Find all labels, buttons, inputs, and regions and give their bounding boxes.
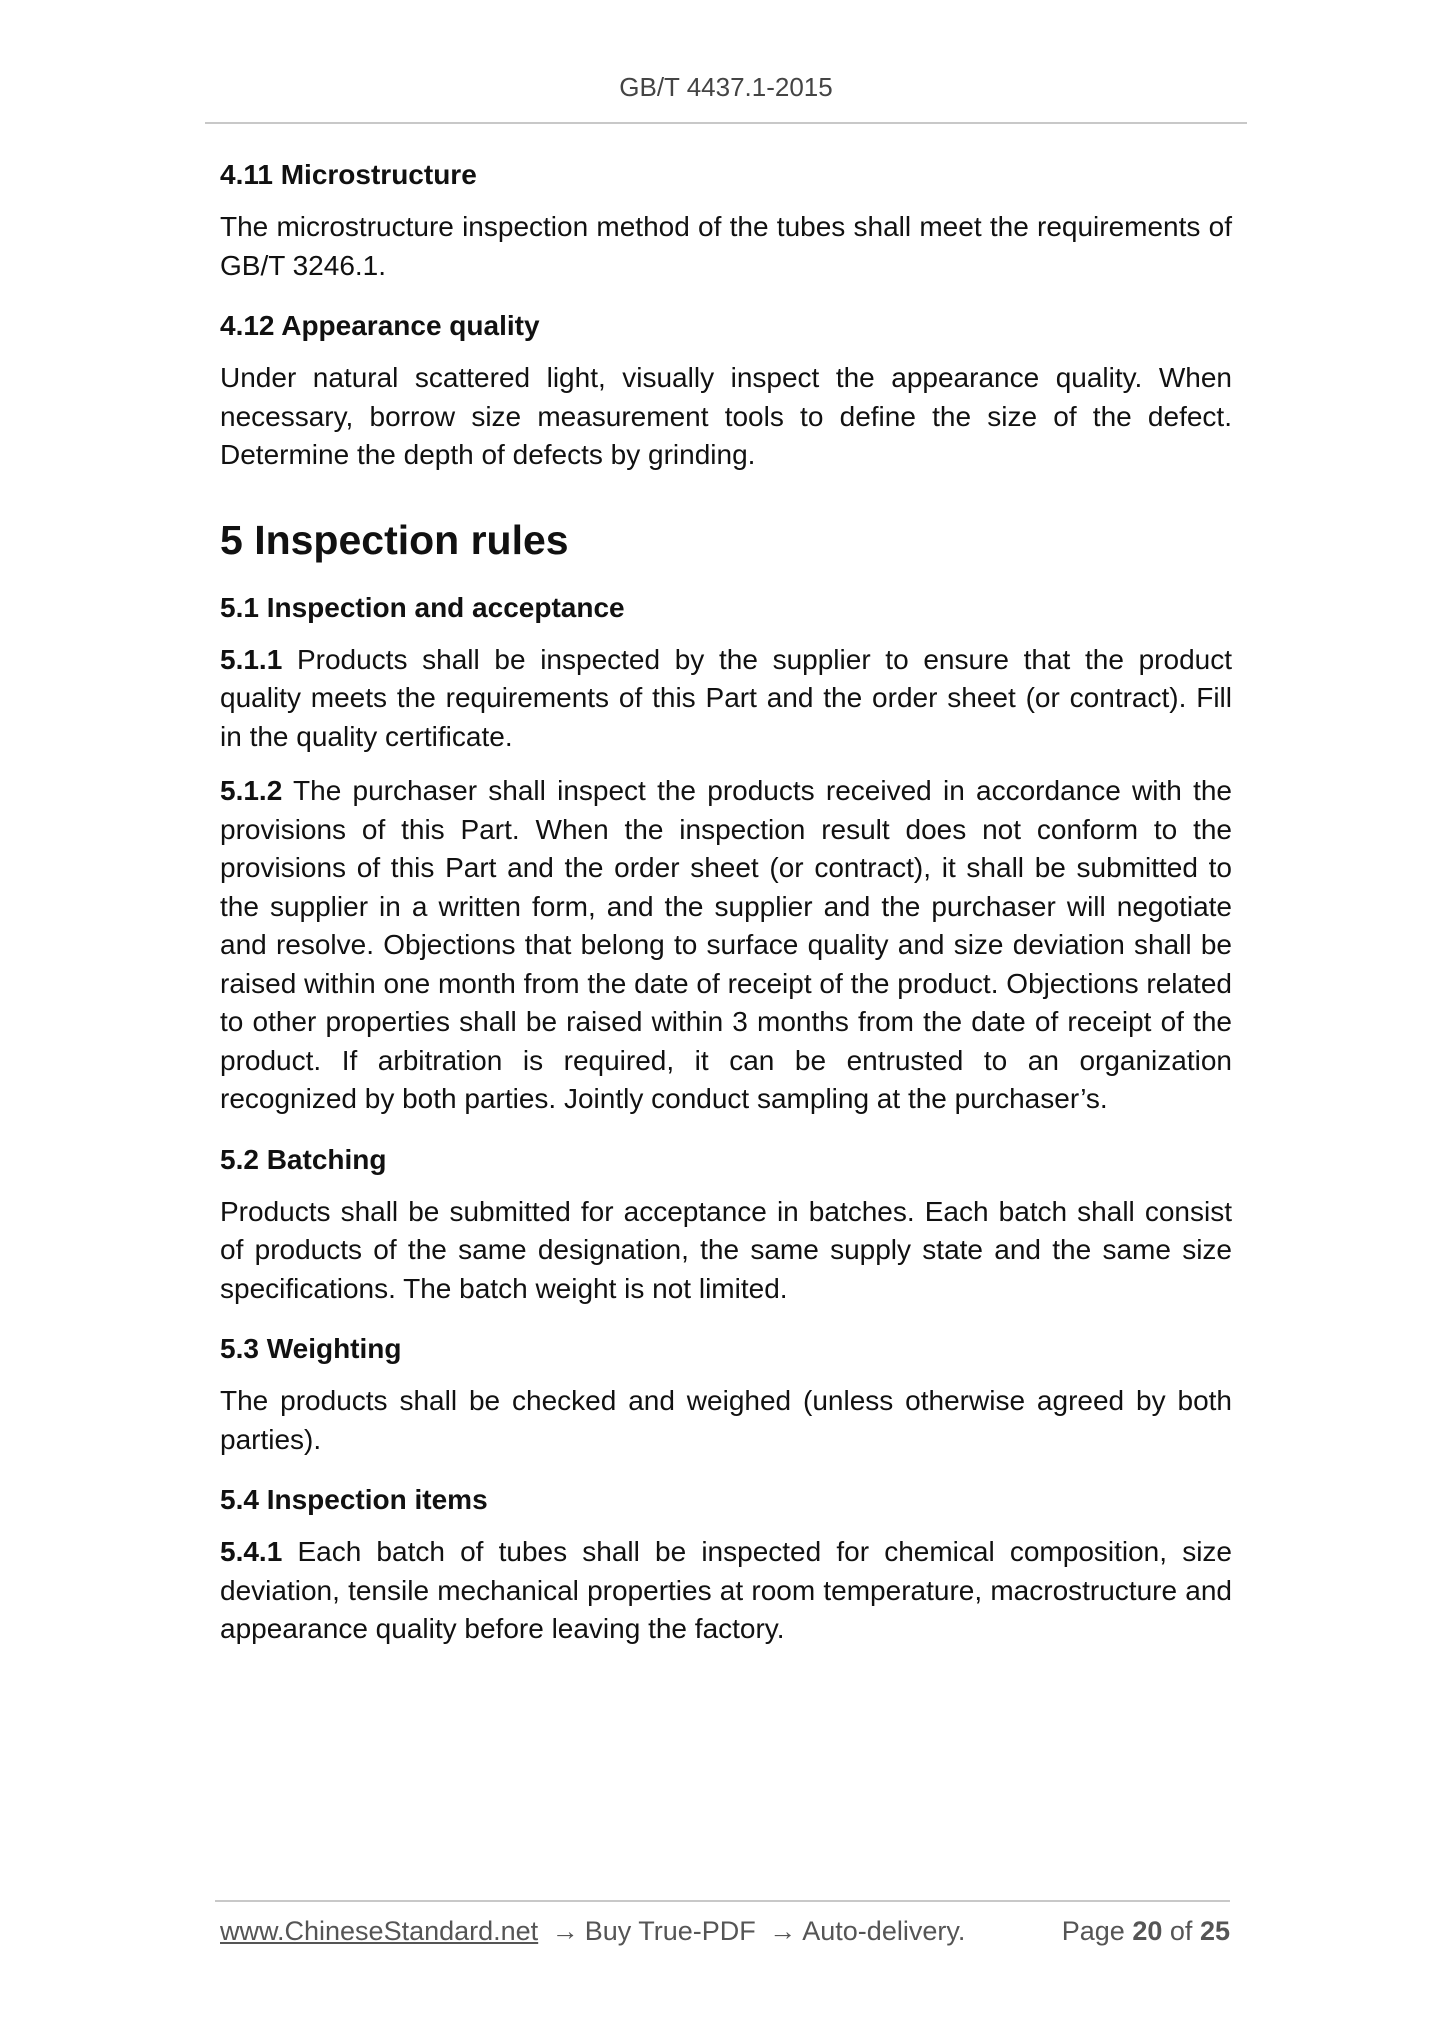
website-link[interactable]: www.ChineseStandard.net [220, 1916, 539, 1946]
clause-text: The purchaser shall inspect the products received in accordance with the provisions of this Part. When the inspection result does not conform to the provisions of this Part and the order sheet (or contract), it shall be submitted to the supplier in a written form, and the supplier and the purchaser will negotiate and resolve. Objections that belong to surface quality and size deviation shall be raised within one month from the date of receipt of the product. Objections related to other properties shall be raised within 3 months from the date of receipt of the product. If arbitration is required, it can be entrusted to an organization recognized by both parties. Jointly conduct sampling at the purchaser’s. [220, 775, 1232, 1114]
page-indicator [1062, 1916, 1230, 1947]
section-4-12-paragraph: Under natural scattered light, visually inspect the appearance quality. When necessary, borrow size measurement tools to define the size of the defect. Determine the depth of defects by grinding. [220, 362, 1232, 470]
section-5-3-paragraph: The products shall be checked and weighed (unless otherwise agreed by both parties). [220, 1385, 1232, 1455]
clause-number: 5.1.2 [220, 775, 283, 806]
page-total: 25 [1199, 1916, 1230, 1946]
clause-number: 5.4.1 [220, 1536, 283, 1567]
section-4-11-paragraph: The microstructure inspection method of the tubes shall meet the requirements of GB/T 3246.1. [220, 211, 1232, 281]
footer-divider [215, 1900, 1230, 1902]
section-4-11-heading: 4.11 Microstructure [220, 159, 477, 190]
document-body [220, 150, 1232, 1649]
document-header [205, 72, 1247, 103]
clause-text: Products shall be inspected by the supplier to ensure that the product quality meets the requirements of this Part and the order sheet (or contract). Fill in the quality certificate. [220, 643, 1232, 752]
section-5-2-paragraph: Products shall be submitted for acceptance in batches. Each batch shall consist of products of the same designation, the same supply state and the same size specifications. The batch weight is not limited. [220, 1195, 1232, 1304]
section-5-4-heading: 5.4 Inspection items [220, 1484, 488, 1515]
clause-number: 5.1.1 [220, 643, 283, 675]
section-5-1-heading: 5.1 Inspection and acceptance [220, 591, 625, 623]
section-4-12-heading: 4.12 Appearance quality [220, 310, 540, 341]
page-of: of [1169, 1916, 1193, 1946]
page-label: Page [1061, 1916, 1125, 1946]
section-5-1-2-paragraph [220, 772, 1232, 1119]
page-current: 20 [1132, 1916, 1163, 1946]
delivery-text: Auto-delivery. [802, 1916, 966, 1946]
section-5-1-1-paragraph [220, 641, 1232, 757]
section-5-heading: 5 Inspection rules [220, 516, 569, 563]
standard-code: GB/T 4437.1-2015 [619, 72, 833, 102]
arrow-right-icon: → [769, 1916, 797, 1946]
clause-text: Each batch of tubes shall be inspected for chemical composition, size deviation, tensile mechanical properties at room temperature, macrostructure and appearance quality before leaving the factory. [220, 1536, 1232, 1644]
section-5-3-heading: 5.3 Weighting [220, 1333, 402, 1364]
section-5-2-heading: 5.2 Batching [220, 1143, 387, 1175]
arrow-right-icon: → [551, 1916, 579, 1946]
buy-text: Buy True-PDF [584, 1916, 756, 1946]
page-footer [220, 1916, 1230, 1947]
header-divider [205, 122, 1247, 124]
section-5-4-1-paragraph [220, 1533, 1232, 1649]
